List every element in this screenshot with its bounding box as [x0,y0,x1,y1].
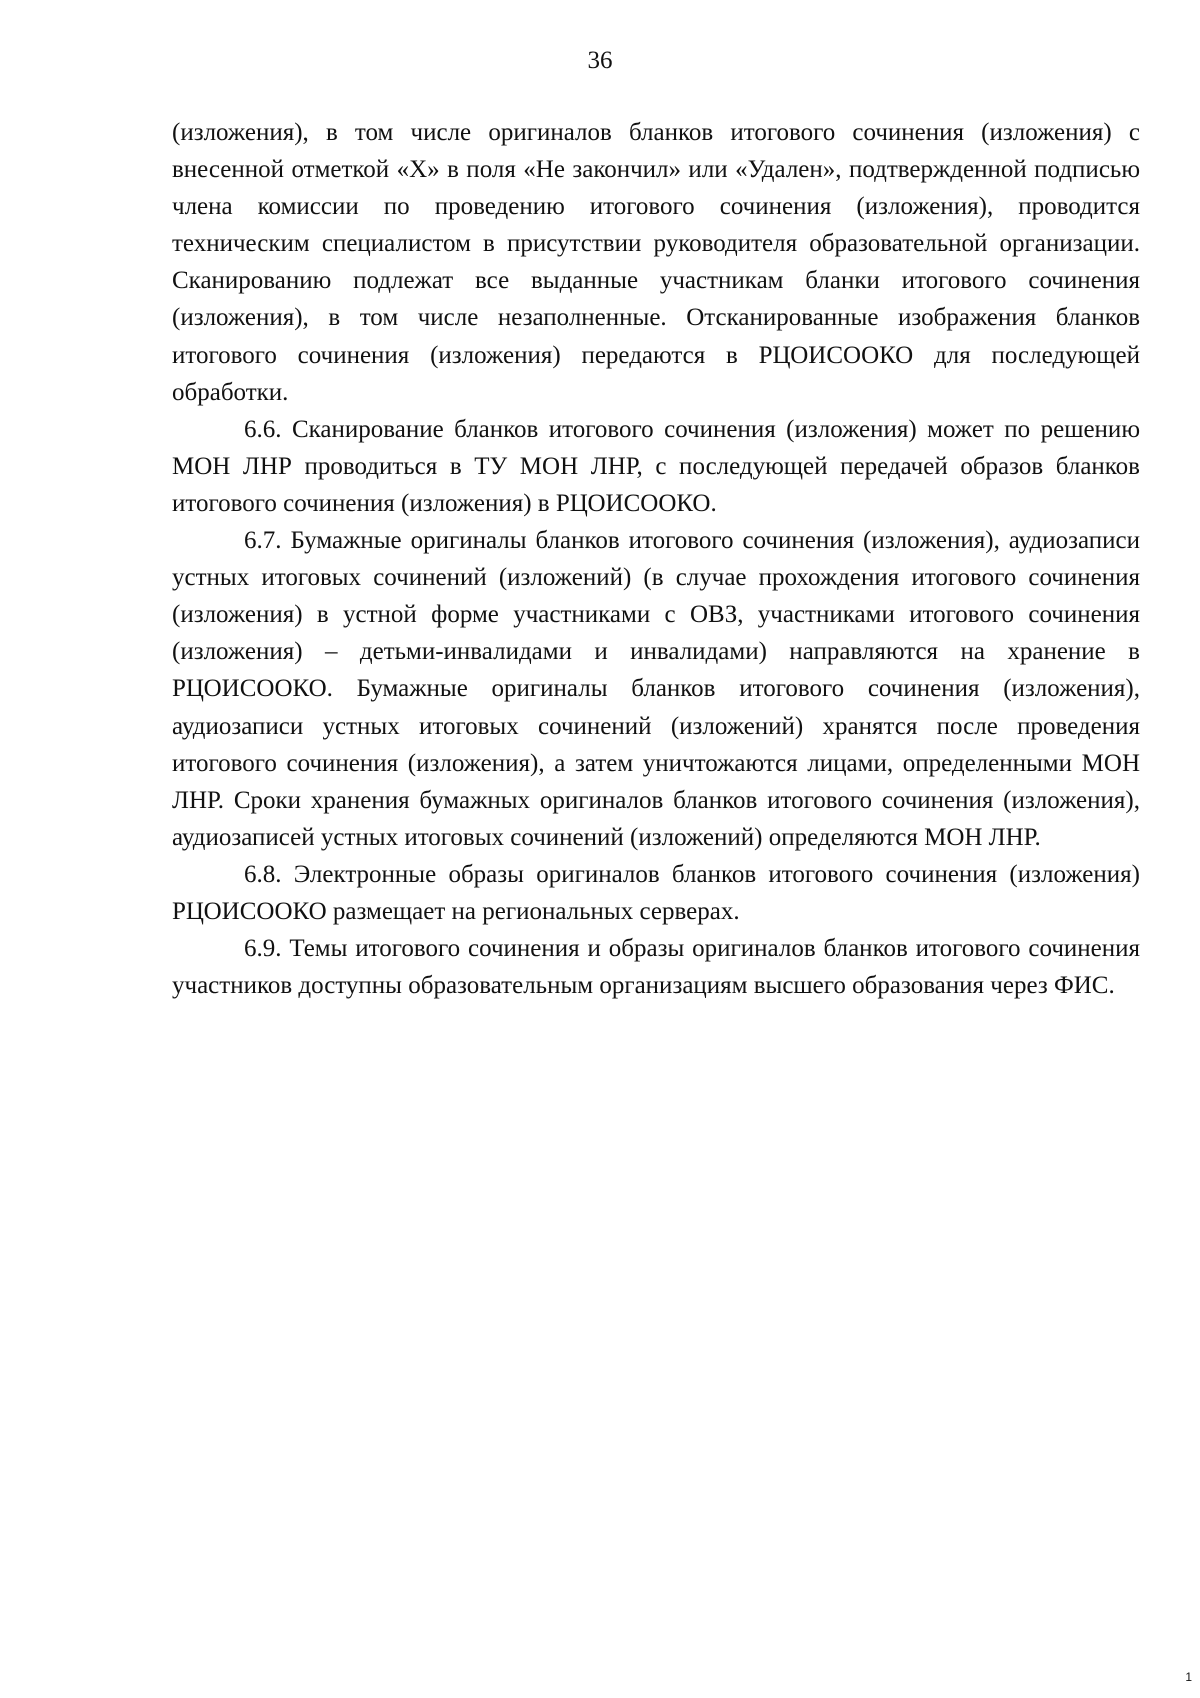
corner-mark: 1 [1185,1670,1192,1684]
document-body [172,114,1140,1004]
paragraph-6-6: 6.6. Сканирование бланков итогового сочинения (изложения) может по решению МОН ЛНР проводиться в ТУ МОН ЛНР, с последующей передачей образов бланков итогового сочинения (изложения) в РЦОИСООКО. [172,415,1140,517]
paragraph-6-9: 6.9. Темы итогового сочинения и образы оригиналов бланков итогового сочинения участников доступны образовательным организациям высшего образования через ФИС. [172,935,1140,1000]
page-number: 36 [587,47,613,74]
paragraph-6-7: 6.7. Бумажные оригиналы бланков итогового сочинения (изложения), аудиозаписи устных итоговых сочинений (изложений) (в случае прохождения итогового сочинения (изложения) в устной форме участниками с ОВЗ, участниками итогового сочинения (изложения) – детьми-инвалидами и инвалидами) направляются на хранение в РЦОИСООКО. Бумажные оригиналы бланков итогового сочинения (изложения), аудиозаписи устных итоговых сочинений (изложений) хранятся после проведения итогового сочинения (изложения), а затем уничтожаются лицами, определенными МОН ЛНР. Сроки хранения бумажных оригиналов бланков итогового сочинения (изложения), аудиозаписей устных итоговых сочинений (изложений) определяются МОН ЛНР. [172,527,1140,851]
paragraph-6-8: 6.8. Электронные образы оригиналов бланков итогового сочинения (изложения) РЦОИСООКО размещает на региональных серверах. [172,860,1140,925]
paragraph-continuation: (изложения), в том числе оригиналов бланков итогового сочинения (изложения) с внесенной отметкой «X» в поля «Не закончил» или «Удален», подтвержденной подписью члена комиссии по проведению итогового сочинения (изложения), проводится техническим специалистом в присутствии руководителя образовательной организации. Сканированию подлежат все выданные участникам бланки итогового сочинения (изложения), в том числе незаполненные. Отсканированные изображения бланков итогового сочинения (изложения) передаются в РЦОИСООКО для последующей обработки. [172,119,1140,406]
